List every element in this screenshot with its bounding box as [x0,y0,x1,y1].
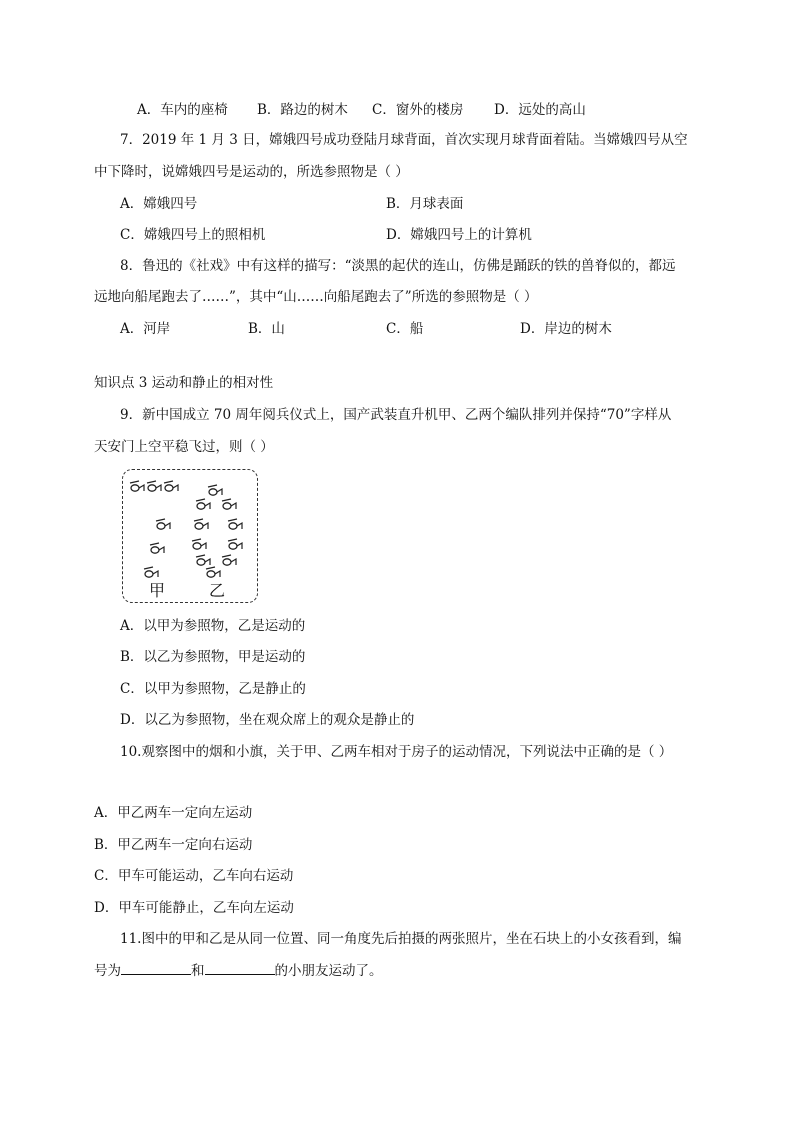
figure-label-yi: 乙 [209,581,226,600]
q11-stem-line1: 11.图中的甲和乙是从同一位置、同一角度先后拍摄的两张照片，坐在石块上的小女孩看到，编 [120,931,682,947]
q8-option-b: B．山 [248,321,285,337]
q10-option-d: D．甲车可能静止，乙车向左运动 [94,900,294,916]
section-heading: 知识点 3 运动和静止的相对性 [94,375,274,391]
q11-text-a: 号为 [94,963,121,979]
q7-option-c: C．嫦娥四号上的照相机 [120,227,266,243]
q9-stem-line2: 天安门上空平稳飞过，则（ ） [94,439,274,455]
q11-stem-line2 [94,960,383,981]
helicopter-icon [195,498,211,516]
helicopter-icon [155,518,171,536]
q6-option-a: A．车内的座椅 [137,102,228,118]
figure-label-jia: 甲 [149,581,166,600]
q7-stem-line2: 中下降时，说嫦娥四号是运动的，所选参照物是（ ） [94,164,409,180]
q6-option-d: D．远处的高山 [494,102,586,118]
q8-stem-line2: 远地向船尾跑去了……”，其中“山……向船尾跑去了”所选的参照物是（ ） [94,289,538,305]
q11-text-b: 和 [191,963,205,979]
q9-option-b: B．以乙为参照物，甲是运动的 [120,649,306,665]
q10-option-a: A．甲乙两车一定向左运动 [94,805,253,821]
q9-option-c: C．以甲为参照物，乙是静止的 [120,681,306,697]
q7-option-a: A．嫦娥四号 [120,196,198,212]
q7-option-b: B．月球表面 [386,196,464,212]
helicopter-icon [149,542,165,560]
answer-blank-1[interactable] [121,960,191,975]
q7-option-d: D．嫦娥四号上的计算机 [386,227,532,243]
q6-option-b: B．路边的树木 [257,102,348,118]
helicopter-icon [129,480,145,498]
answer-blank-2[interactable] [205,960,275,975]
helicopter-icon [221,554,237,572]
q10-option-b: B．甲乙两车一定向右运动 [94,837,253,853]
q10-stem: 10.观察图中的烟和小旗，关于甲、乙两车相对于房子的运动情况，下列说法中正确的是（ ） [120,744,673,760]
q9-option-a: A．以甲为参照物，乙是运动的 [120,618,306,634]
helicopter-icon [163,480,179,498]
q9-stem-line1: 9．新中国成立 70 周年阅兵仪式上，国产武装直升机甲、乙两个编队排列并保持“70”字样从 [120,407,672,423]
q8-option-d: D．岸边的树木 [520,321,612,337]
q9-option-d: D．以乙为参照物，坐在观众席上的观众是静止的 [120,712,415,728]
q8-stem-line1: 8．鲁迅的《社戏》中有这样的描写：“淡黑的起伏的连山，仿佛是踊跃的铁的兽脊似的，都远 [120,258,676,274]
q8-option-c: C．船 [386,321,424,337]
helicopter-icon [146,480,162,498]
q7-stem-line1: 7．2019 年 1 月 3 日，嫦娥四号成功登陆月球背面，首次实现月球背面着陆。当嫦娥四号从空 [120,132,688,148]
q6-option-c: C．窗外的楼房 [372,102,464,118]
q10-option-c: C．甲车可能运动，乙车向右运动 [94,868,294,884]
helicopter-formation-figure [122,469,258,603]
q8-option-a: A．河岸 [120,321,171,337]
helicopter-icon [227,518,243,536]
helicopter-icon [221,498,237,516]
q11-text-c: 的小朋友运动了。 [274,963,383,979]
helicopter-icon [193,518,209,536]
